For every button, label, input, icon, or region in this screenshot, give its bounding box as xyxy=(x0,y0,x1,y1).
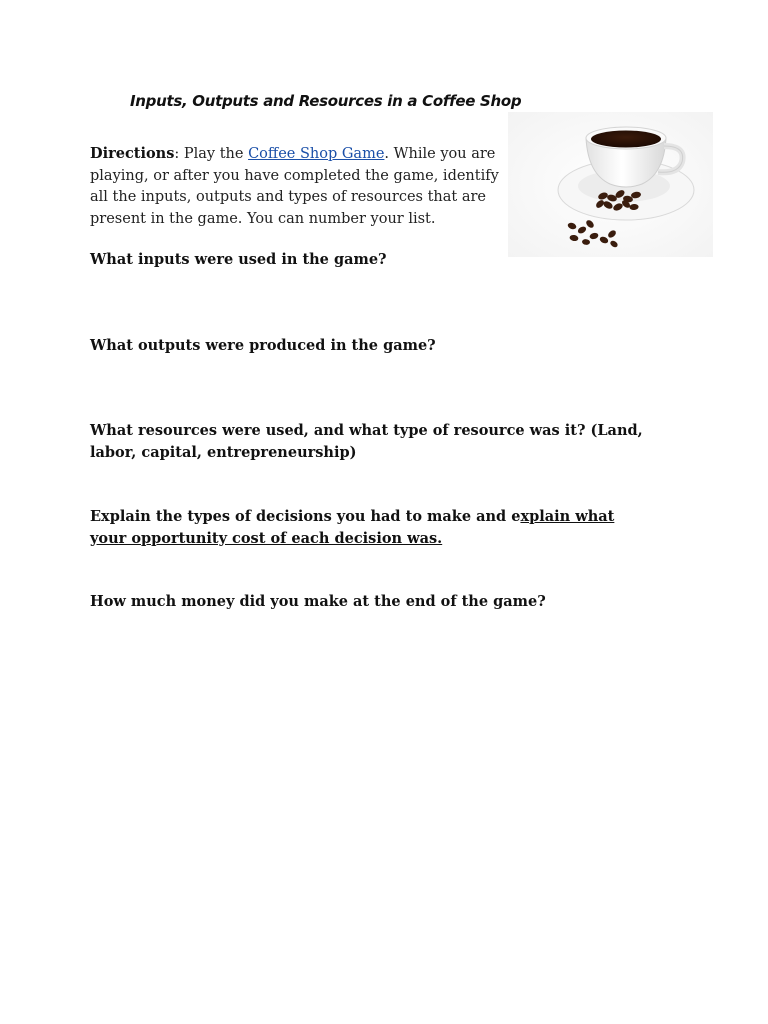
directions-label: Directions xyxy=(90,145,175,162)
question-outputs: What outputs were produced in the game? xyxy=(90,337,436,354)
question-decisions-b: xplain what your opportunity cost of each decision was. xyxy=(90,508,615,547)
directions-text-b: . While you are playing, or after you have completed the game, identify all the inputs, outputs and types of resources that are present in the game. You can number your list. xyxy=(90,146,499,227)
coffee-shop-game-link[interactable]: Coffee Shop Game xyxy=(248,146,385,162)
question-decisions xyxy=(90,506,650,549)
coffee-cup-icon xyxy=(508,112,713,257)
directions-text-a: : Play the xyxy=(174,146,249,162)
question-resources: What resources were used, and what type of resource was it? (Land, labor, capital, entrepreneurship) xyxy=(90,422,643,461)
directions-paragraph xyxy=(90,143,500,230)
question-decisions-a: Explain the types of decisions you had to make and e xyxy=(90,508,521,525)
page-title: Inputs, Outputs and Resources in a Coffee Shop xyxy=(130,92,522,110)
question-money: How much money did you make at the end of the game? xyxy=(90,593,546,610)
question-inputs: What inputs were used in the game? xyxy=(90,251,387,268)
